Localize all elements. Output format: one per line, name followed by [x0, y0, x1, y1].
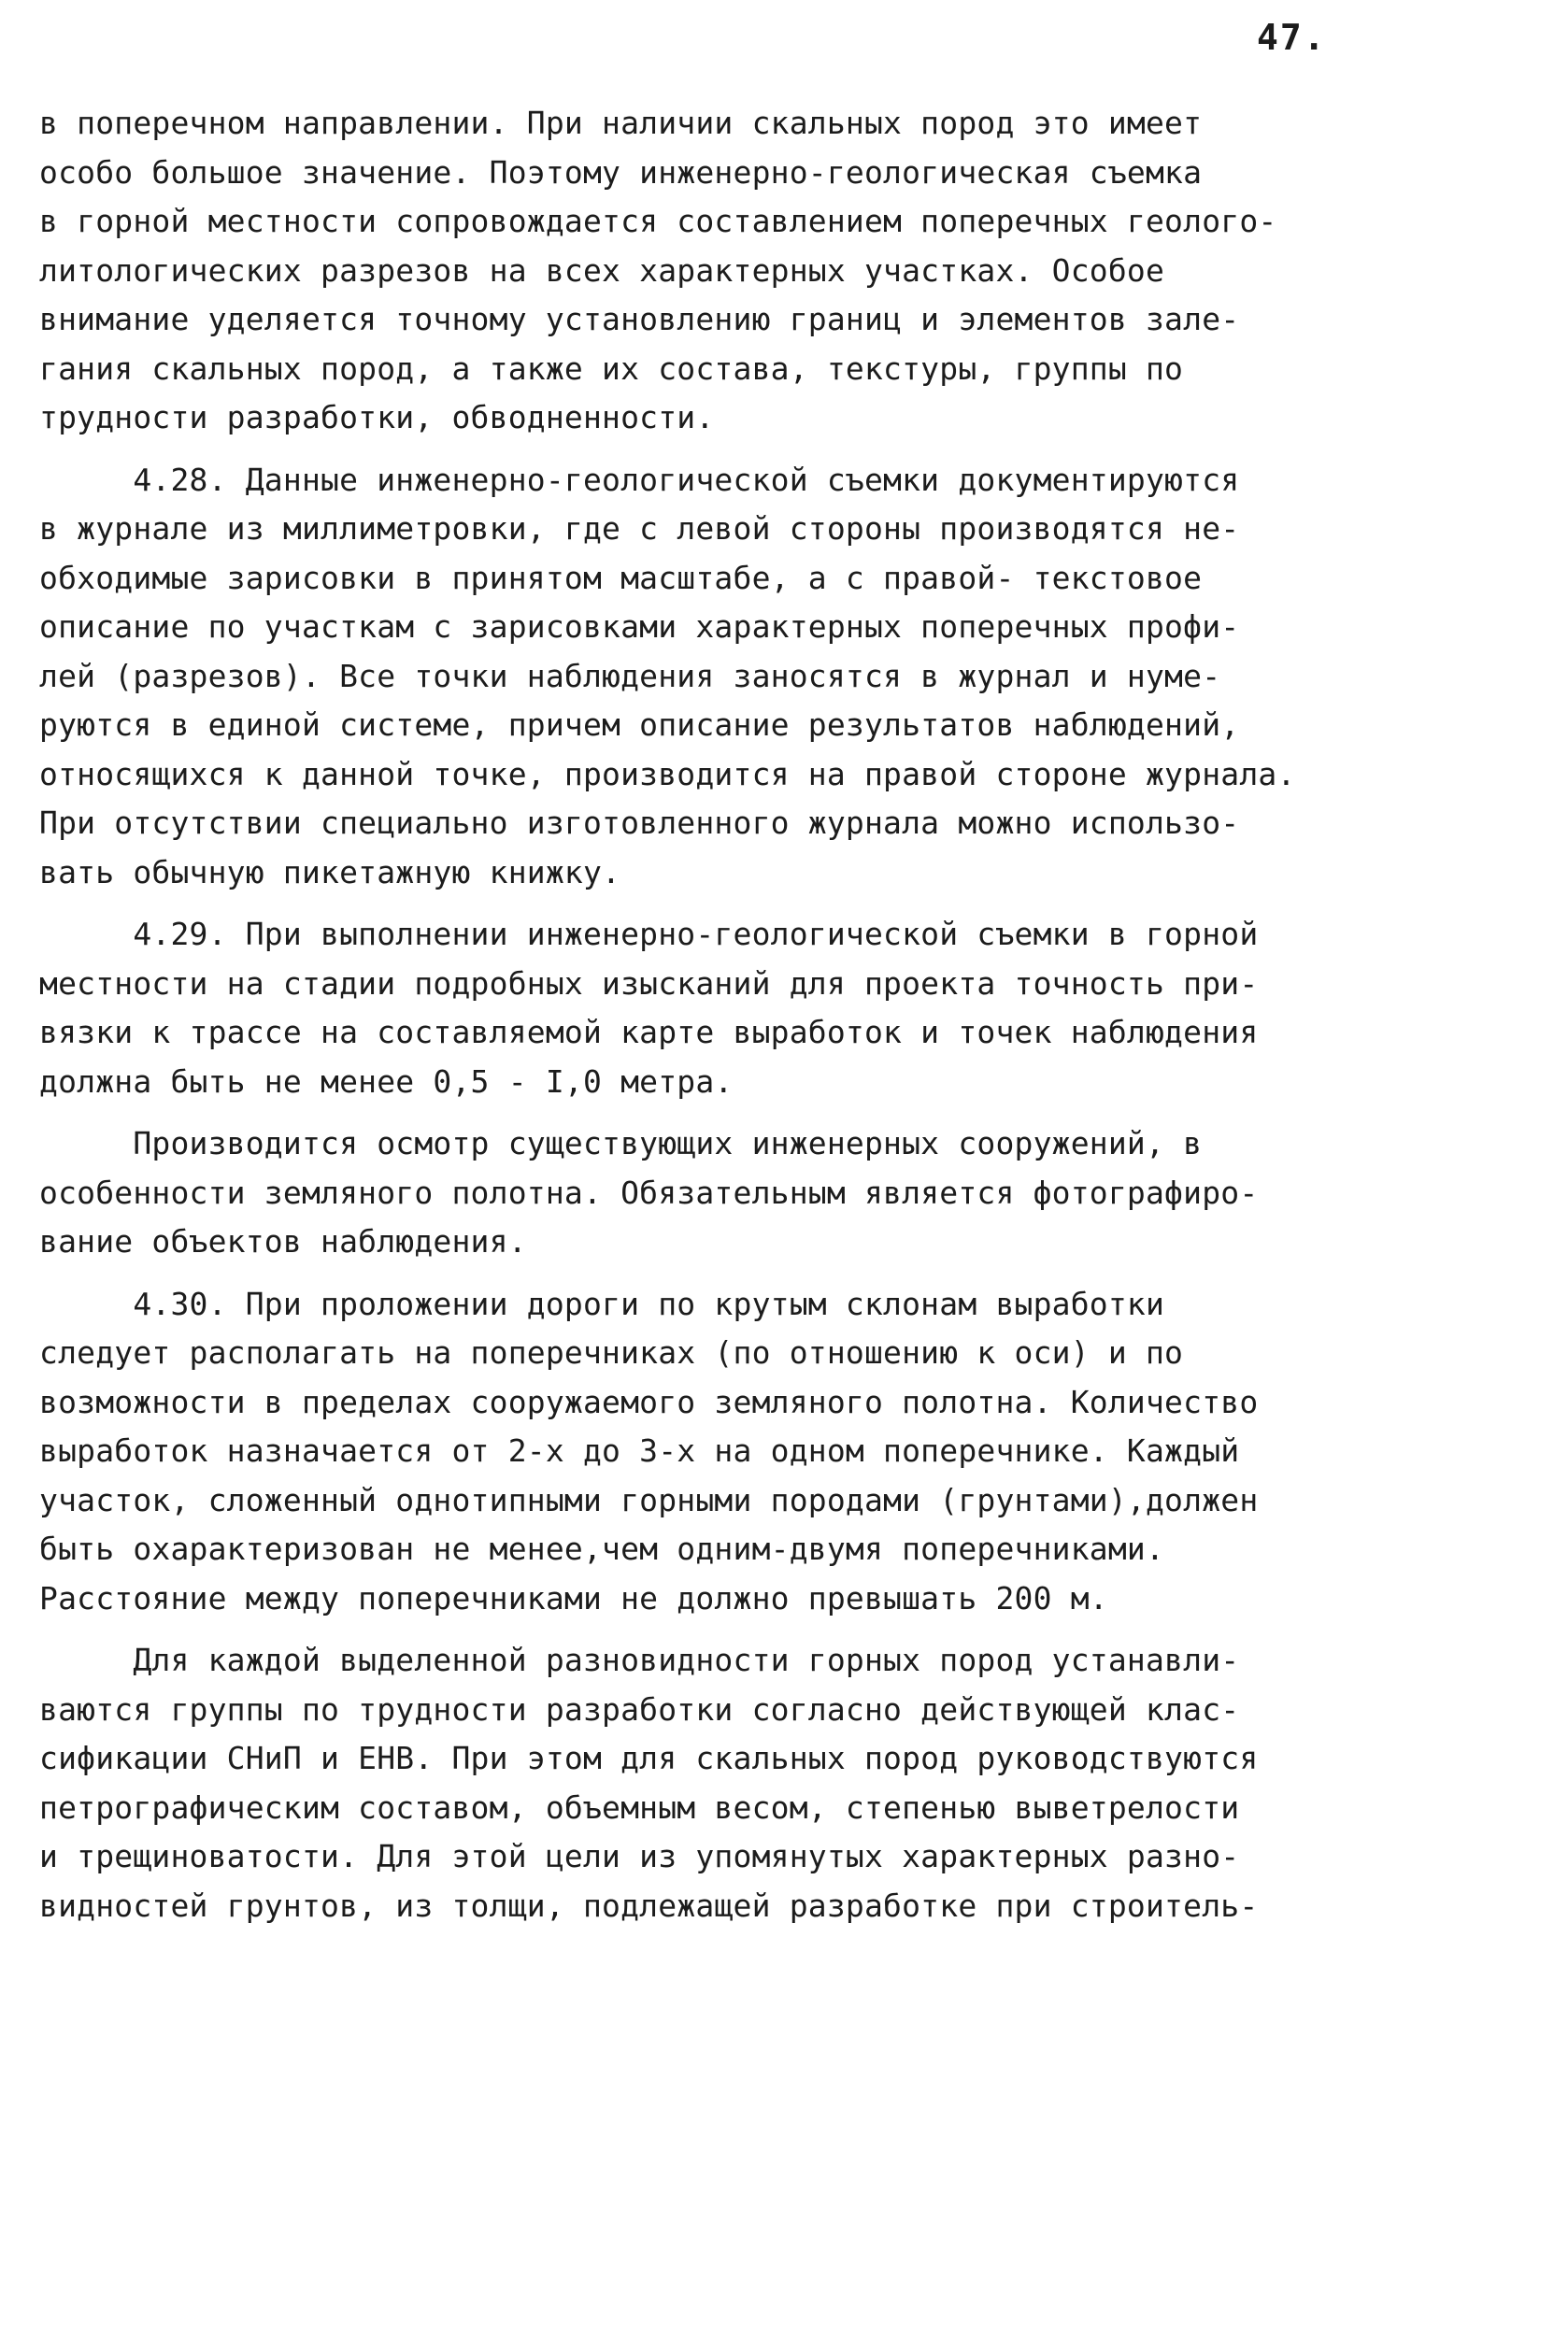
- paragraph-inspection: [39, 1119, 1478, 1267]
- text-line: особенности земляного полотна. Обязательным является фотографиро-: [39, 1174, 1259, 1211]
- text-line: в горной местности сопровождается составлением поперечных геолого-: [39, 203, 1277, 239]
- paragraph-continuation: [39, 99, 1478, 443]
- text-line: возможности в пределах сооружаемого земляного полотна. Количество: [39, 1383, 1259, 1420]
- text-line: в журнале из миллиметровки, где с левой стороны производятся не-: [39, 510, 1240, 547]
- text-line: лей (разрезов). Все точки наблюдения заносятся в журнал и нуме-: [39, 657, 1221, 694]
- text-line: относящихся к данной точке, производится на правой стороне журнала.: [39, 755, 1296, 792]
- text-line: особо большое значение. Поэтому инженерно-геологическая съемка: [39, 153, 1203, 191]
- text-line: вязки к трассе на составляемой карте выработок и точек наблюдения: [39, 1014, 1259, 1050]
- text-line: в поперечном направлении. При наличии скальных пород это имеет: [39, 105, 1203, 141]
- text-line: ваются группы по трудности разработки согласно действующей клас-: [39, 1690, 1240, 1728]
- text-line: петрографическим составом, объемным весом, степенью выветрелости: [39, 1788, 1240, 1826]
- text-line: должна быть не менее 0,5 - I,0 метра.: [39, 1062, 734, 1100]
- text-line: и трещиноватости. Для этой цели из упомянутых характерных разно-: [39, 1838, 1240, 1874]
- text-line: внимание уделяется точному установлению границ и элементов зале-: [39, 301, 1240, 337]
- paragraph-rock-groups: [39, 1636, 1478, 1930]
- text-line: Для каждой выделенной разновидности горных пород устанавли-: [39, 1642, 1240, 1678]
- text-line: литологических разрезов на всех характерных участках. Особое: [39, 251, 1165, 289]
- text-line: вать обычную пикетажную книжку.: [39, 853, 621, 890]
- text-line: участок, сложенный однотипными горными породами (грунтами),должен: [39, 1481, 1259, 1518]
- text-line: Производится осмотр существующих инженерных сооружений, в: [39, 1125, 1203, 1161]
- text-line: следует располагать на поперечниках (по отношению к оси) и по: [39, 1334, 1184, 1371]
- text-line: гания скальных пород, а также их состава, текстуры, группы по: [39, 349, 1184, 387]
- text-line: описание по участкам с зарисовками характерных поперечных профи-: [39, 608, 1240, 645]
- text-line: обходимые зарисовки в принятом масштабе, а с правой- текстовое: [39, 559, 1203, 596]
- text-line: видностей грунтов, из толщи, подлежащей разработке при строитель-: [39, 1887, 1259, 1924]
- body-text: [39, 99, 1478, 1930]
- page-number: 47.: [1257, 17, 1327, 58]
- paragraph-4-30: [39, 1280, 1478, 1624]
- paragraph-4-29: [39, 910, 1478, 1106]
- text-line: сификации СНиП и ЕНВ. При этом для скальных пород руководствуются: [39, 1740, 1259, 1776]
- text-line: трудности разработки, обводненности.: [39, 399, 715, 435]
- text-line: 4.28. Данные инженерно-геологической съемки документируются: [39, 461, 1240, 498]
- text-line: вание объектов наблюдения.: [39, 1223, 527, 1260]
- text-line: 4.30. При проложении дороги по крутым склонам выработки: [39, 1285, 1165, 1322]
- text-line: 4.29. При выполнении инженерно-геологической съемки в горной: [39, 916, 1259, 952]
- text-line: местности на стадии подробных изысканий для проекта точность при-: [39, 964, 1259, 1002]
- text-line: быть охарактеризован не менее,чем одним-двумя поперечниками.: [39, 1531, 1165, 1567]
- text-line: Расстояние между поперечниками не должно превышать 200 м.: [39, 1579, 1108, 1617]
- text-line: руются в единой системе, причем описание результатов наблюдений,: [39, 706, 1240, 743]
- paragraph-4-28: [39, 456, 1478, 898]
- text-line: При отсутствии специально изготовленного журнала можно использо-: [39, 805, 1240, 841]
- text-line: выработок назначается от 2-х до 3-х на одном поперечнике. Каждый: [39, 1432, 1240, 1469]
